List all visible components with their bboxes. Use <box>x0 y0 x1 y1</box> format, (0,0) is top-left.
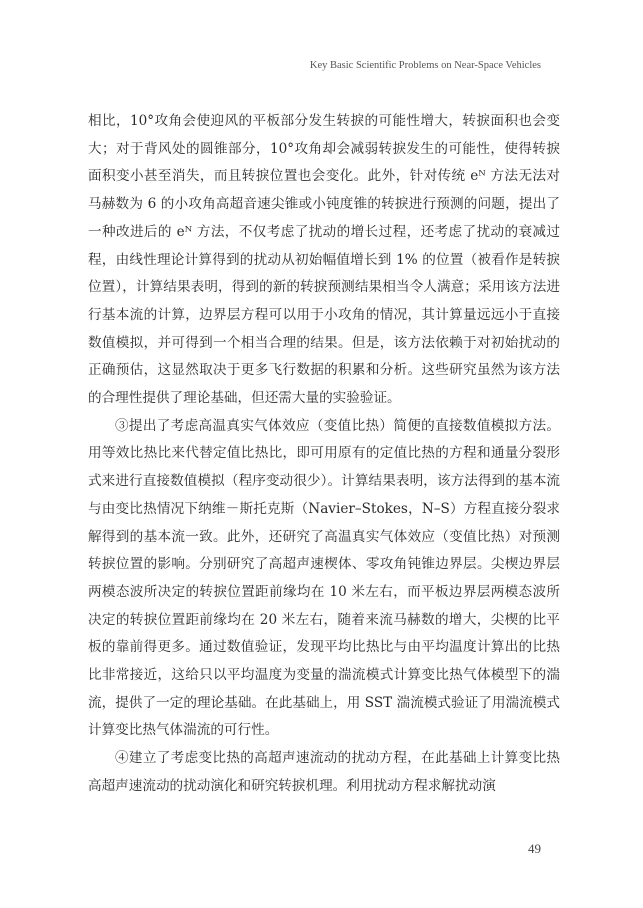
running-header: Key Basic Scientific Problems on Near-Space Vehicles <box>309 60 541 71</box>
page-number: 49 <box>528 841 541 856</box>
body-text <box>88 108 560 801</box>
paragraph-disturbance-equations: ④建立了考虑变比热的高超声速流动的扰动方程，在此基础上计算变比热高超声速流动的扰动演化和研究转捩机理。利用扰动方程求解扰动演 <box>88 750 560 794</box>
paragraph-real-gas-effects: ③提出了考虑高温真实气体效应（变值比热）简便的直接数值模拟方法。用等效比热比来代替定值比热比，即可用原有的定值比热的方程和通量分裂形式来进行直接数值模拟（程序变动很少）。计算结果表明，该方法得到的基本流与由变比热情况下纳维－斯托克斯（Navier–Stokes，N–S）方程直接分裂求解得到的基本流一致。此外，还研究了高温真实气体效应（变值比热）对预测转捩位置的影响。分别研究了高超声速楔体、零攻角钝锥边界层。尖楔边界层两模态波所决定的转捩位置距前缘均在 10 米左右，而平板边界层两模态波所决定的转捩位置距前缘均在 20 米左右，随着来流马赫数的增大，尖楔的比平板的靠前得更多。通过数值验证，发现平均比热比与由平均温度计算出的比热比非常接近，这给只以平均温度为变量的湍流模式计算变比热气体模型下的湍流，提供了一定的理论基础。在此基础上，用 SST 湍流模式验证了用湍流模式计算变比热气体湍流的可行性。 <box>88 417 560 739</box>
paragraph-transition-prediction: 相比，10°攻角会使迎风的平板部分发生转捩的可能性增大，转捩面积也会变大；对于背风处的圆锥部分，10°攻角却会减弱转捩发生的可能性，使得转捩面积变小甚至消失，而且转捩位置也会变化。此外，针对传统 eᴺ 方法无法对马赫数为 6 的小攻角高超音速尖锥或小钝度锥的转捩进行预测的问题，提出了一种改进后的 eᴺ 方法，不仅考虑了扰动的增长过程，还考虑了扰动的衰减过程，由线性理论计算得到的扰动从初始幅值增长到 1% 的位置（被看作是转捩位置），计算结果表明，得到的新的转捩预测结果相当令人满意；采用该方法进行基本流的计算，边界层方程可以用于小攻角的情况，其计算量远远小于直接数值模拟，并可得到一个相当合理的结果。但是，该方法依赖于对初始扰动的正确预估，这显然取决于更多飞行数据的积累和分析。这些研究虽然为该方法的合理性提供了理论基础，但还需大量的实验验证。 <box>88 113 560 407</box>
